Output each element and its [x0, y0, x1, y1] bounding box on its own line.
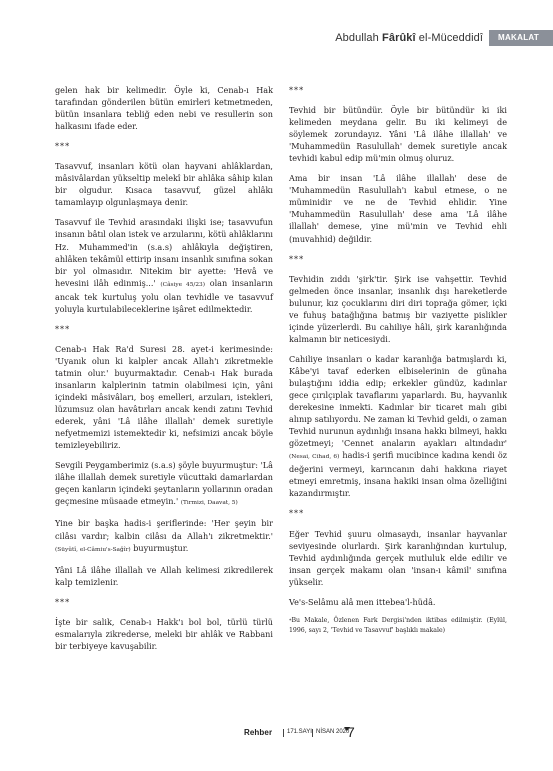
- paragraph: [55, 517, 273, 555]
- section-separator: ***: [289, 508, 305, 519]
- paragraph-text: olan insanların ancak tek kurtuluş yolu olan tevhidle ve tasavvuf yoluyla kurtulabileceklerine işâret edilmektedir.: [55, 277, 273, 314]
- citation: (Câsiye 45/23): [160, 281, 206, 288]
- paragraph: [55, 216, 273, 314]
- section-separator: ***: [55, 596, 71, 607]
- footnote: [289, 616, 507, 637]
- paragraph: [289, 353, 507, 500]
- left-column: [55, 84, 273, 660]
- footer-divider: [312, 729, 313, 737]
- section-badge: MAKALAT: [489, 30, 553, 46]
- footnote-mark: *: [289, 617, 292, 624]
- author-last-name: el-Müceddidî: [415, 32, 483, 44]
- page-number: 7: [347, 724, 355, 740]
- section-separator: ***: [55, 323, 71, 334]
- paragraph: [55, 459, 273, 509]
- author-name: [335, 32, 483, 44]
- author-bold-name: Fârûkî: [382, 32, 416, 44]
- magazine-logo: Rehber: [244, 728, 273, 737]
- paragraph: Yâni Lâ ilâhe illallah ve Allah kelimesi zikredilerek kalp temizlenir.: [55, 564, 273, 587]
- section-separator: ***: [289, 85, 305, 95]
- issue-number: 171.SAYI: [287, 729, 312, 735]
- footer-divider: [283, 729, 284, 737]
- citation: (Tirmizi, Daavat, 5): [180, 500, 238, 507]
- citation: (Nesai, Cihad, 6): [289, 454, 340, 461]
- page-footer: [0, 723, 553, 743]
- section-separator: ***: [55, 141, 71, 152]
- paragraph-text: Tasavvuf ile Tevhid arasındaki ilişki ise; tasavvufun insanın bâtıl olan istek ve arzularını, kötü ahlâklarını Hz. Muhammed'in (s.a.s) ahlâkıyla değiştiren, ahlâken tekâmül ettirip insanı insanlık sınıfına sokan bir yol olmasıdır. Nitekim bir ayette: 'Hevâ ve hevesini ilâh edinmiş...': [55, 217, 273, 288]
- paragraph: gelen hak bir kelimedir. Öyle ki, Cenab-ı Hak tarafından gönderilen bütün emirleri ketmetmeden, bütün insanlara tebliğ eden nebi ve resullerin son halkasını ifade eder.: [55, 85, 273, 132]
- paragraph-text: Sevgili Peygamberimiz (s.a.s) şöyle buyurmuştur: 'Lâ ilâhe illallah demek suretiyle vücuttaki damarlardan geçen kanların içindeki şeytanların yollarının oradan geçmesine müsaade etmeyin.': [55, 460, 273, 507]
- paragraph-text: Yine bir başka hadis-i şeriflerinde: 'Her şeyin bir cilâsı vardır; kalbin cilâsı da Allah'ı zikretmektir.': [55, 518, 273, 541]
- footnote-text: Bu Makale, Özlenen Fark Dergisi'nden iktibas edilmiştir. (Eylül, 1996, sayı 2, 'Tevhid ve Tasavvuf' başlıklı makale): [289, 616, 507, 635]
- section-separator: ***: [289, 253, 305, 264]
- paragraph-text: hadis-i şerifi mucibince kadına kendi öz değerini vermeyi, karıncanın dahi hakkına riayet etmeyi emretmiş, insana hakiki insan olma özelliğini kazandırmıştır.: [289, 450, 507, 499]
- closing-line: Ve's-Selâmu alâ men ittebea'l-hüdâ.: [289, 596, 436, 607]
- paragraph: Tasavvuf, insanları kötü olan hayvani ahlâklardan, mâsivâlardan yükseltip melekî bir ahlâka sâhip kılan bir olgudur. Kısaca tasavvuf, güzel ahlâkı tamamlayıp olgunlaşmaya denir.: [55, 161, 273, 208]
- author-first-name: Abdullah: [335, 32, 383, 44]
- paragraph: Tevhidin zıddı 'şirk'tir. Şirk ise vahşettir. Tevhid gelmeden önce insanlar, insanlık dışı hareketlerde bulunur, kız çocuklarını diri diri toprağa gömer, içki ve fuhuş batağlığına batmış bir vaziyette pislikler içinde yüzerlerdi. Bu cahiliye hâli, şirk karanlığında kalmanın bir neticesiydi.: [289, 273, 507, 344]
- page-header: [0, 28, 553, 50]
- paragraph: Eğer Tevhid şuuru olmasaydı, insanlar hayvanlar seviyesinde olurlardı. Şirk karanlığından kurtulup, Tevhid aydınlığında gerçek mutluluk elde edilir ve insan gerçek makamı olan 'insan-ı kâmil' sınıfına yükselir.: [289, 528, 507, 587]
- citation: (Süyûtî, el-Câmiu's-Sağîr): [55, 546, 131, 553]
- right-column: [289, 84, 507, 645]
- paragraph: İşte bir salik, Cenab-ı Hakk'ı bol bol, türlü türlü esmalarıyla zikrederse, meleki bir ahlâk ve Rabbani bir terbiyeye kavuşabilir.: [55, 616, 273, 651]
- paragraph: Cenab-ı Hak Ra'd Suresi 28. ayet-i kerimesinde: 'Uyanık olun ki kalpler ancak Allah'ı zikretmekle tatmin olur.' buyurmaktadır. Cenab-ı Hak burada insanların kalplerinin tatmin olabilmesi için, yâni içindeki mâsivâları, boş emelleri, arzuları, istekleri, lüzumsuz olan havâtırları ancak kendi zatını Tevhid ederek, yâni 'Lâ ilâhe illallah' demek suretiyle nefyetmemizi istemektedir ki, nefsimizi ancak böyle temizleyebiliriz.: [55, 343, 273, 451]
- paragraph-text: buyurmuştur.: [130, 542, 189, 553]
- issue-date: NİSAN 2020: [316, 729, 350, 735]
- paragraph: Tevhid bir bütündür. Öyle bir bütündür ki iki kelimeden meydana gelir. Bu iki kelimeyi de söylemek zorundayız. Yâni 'Lâ ilâhe illallah' ve 'Muhammedün Rasulullah' demek suretiyle ancak tevhidi kabul edip mü'min olmuş oluruz.: [289, 105, 507, 164]
- paragraph: Ama bir insan 'Lâ ilâhe illallah' dese de 'Muhammedün Rasulullah'ı kabul etmese, o ne müminidir ve ne de Tevhid ehlidir. Yine 'Muhammedün Rasulullah' dese ama 'Lâ ilâhe illallah' demese, yine mü'min ve Tevhid ehli (muvahhid) değildir.: [289, 173, 507, 244]
- paragraph-text: Cahiliye insanları o kadar karanlığa batmışlardı ki, Kâbe'yi tavaf ederken elbiselerinin de günaha bulaştığını iddia edip; erkekler gündüz, kadınlar gece çırılçıplak tavaflarını yaparlardı. Bu, hayvanlık derekesine inmekti. Kadınlar bir ticaret malı gibi alınıp satılıyordu. Ne zaman ki Tevhid geldi, o zaman Tevhid nurunun aydınlığı insana hakkı bilmeyi, hakkı gözetmeyi; 'Cennet anaların ayakları altındadır': [289, 353, 507, 449]
